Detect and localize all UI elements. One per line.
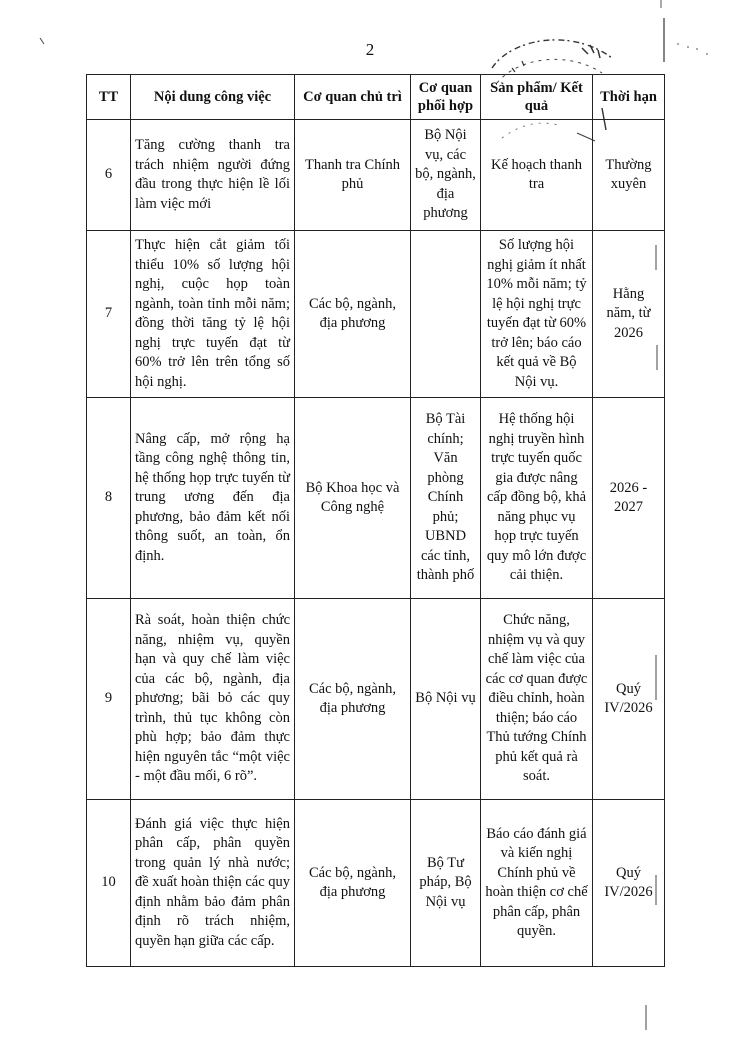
deadline: Quý IV/2026 [593,800,665,967]
product-result: Hệ thống hội nghị truyền hình trực tuyến quốc gia được nâng cấp đồng bộ, khả năng phục vụ họp trực tuyến quy mô lớn được cải thiện. [481,398,593,599]
task-content: Thực hiện cắt giảm tối thiểu 10% số lượng hội nghị, cuộc họp toàn ngành, toàn tỉnh mỗi năm; đồng thời tăng tỷ lệ hội nghị trực tuyến đạt từ 60% trở lên trên tổng số hội nghị. [131,231,295,398]
coordinating-agency: Bộ Tài chính; Văn phòng Chính phủ; UBND các tỉnh, thành phố [411,398,481,599]
row-number: 6 [87,120,131,231]
table-row [87,398,665,599]
coordinating-agency [411,231,481,398]
row-number: 7 [87,231,131,398]
page-number: 2 [365,40,375,59]
lead-agency: Các bộ, ngành, địa phương [295,599,411,800]
row-number: 10 [87,800,131,967]
table-row [87,231,665,398]
lead-agency: Các bộ, ngành, địa phương [295,231,411,398]
header-deadline: Thời hạn [593,75,665,120]
deadline: Hằng năm, từ 2026 [593,231,665,398]
coordinating-agency: Bộ Nội vụ [411,599,481,800]
table-row [87,800,665,967]
work-plan-table [86,74,665,967]
product-result: Báo cáo đánh giá và kiến nghị Chính phủ về hoàn thiện cơ chế phân cấp, phân quyền. [481,800,593,967]
lead-agency: Bộ Khoa học và Công nghệ [295,398,411,599]
header-tt: TT [87,75,131,120]
table-row [87,120,665,231]
lead-agency: Thanh tra Chính phủ [295,120,411,231]
row-number: 9 [87,599,131,800]
header-coordinating-agency: Cơ quan phối hợp [411,75,481,120]
task-content: Nâng cấp, mở rộng hạ tầng công nghệ thông tin, hệ thống họp trực tuyến từ trung ương đến địa phương, bảo đảm kết nối thông suốt, an toàn, ổn định. [131,398,295,599]
table-row [87,599,665,800]
product-result: Số lượng hội nghị giảm ít nhất 10% mỗi năm; tỷ lệ hội nghị trực tuyến đạt từ 60% trở lên; báo cáo kết quả về Bộ Nội vụ. [481,231,593,398]
coordinating-agency: Bộ Nội vụ, các bộ, ngành, địa phương [411,120,481,231]
table-header-row [87,75,665,120]
coordinating-agency: Bộ Tư pháp, Bộ Nội vụ [411,800,481,967]
header-product-result: Sản phẩm/ Kết quả [481,75,593,120]
product-result: Kế hoạch thanh tra [481,120,593,231]
header-content: Nội dung công việc [131,75,295,120]
task-content: Tăng cường thanh tra trách nhiệm người đứng đầu trong thực hiện lề lối làm việc mới [131,120,295,231]
row-number: 8 [87,398,131,599]
product-result: Chức năng, nhiệm vụ và quy chế làm việc của các cơ quan được điều chỉnh, hoàn thiện; báo cáo Thủ tướng Chính phủ kết quả rà soát. [481,599,593,800]
header-lead-agency: Cơ quan chủ trì [295,75,411,120]
task-content: Rà soát, hoàn thiện chức năng, nhiệm vụ, quyền hạn và quy chế làm việc của các bộ, ngành, địa phương; bãi bỏ các quy trình, thủ tục không còn phù hợp; bảo đảm thực hiện nguyên tắc “một việc - một đầu mối, 6 rõ”. [131,599,295,800]
deadline: Quý IV/2026 [593,599,665,800]
deadline: Thường xuyên [593,120,665,231]
deadline: 2026 - 2027 [593,398,665,599]
lead-agency: Các bộ, ngành, địa phương [295,800,411,967]
task-content: Đánh giá việc thực hiện phân cấp, phân quyền trong quản lý nhà nước; đề xuất hoàn thiện các quy định nhằm bảo đảm phân định rõ trách nhiệm, quyền hạn giữa các cấp. [131,800,295,967]
